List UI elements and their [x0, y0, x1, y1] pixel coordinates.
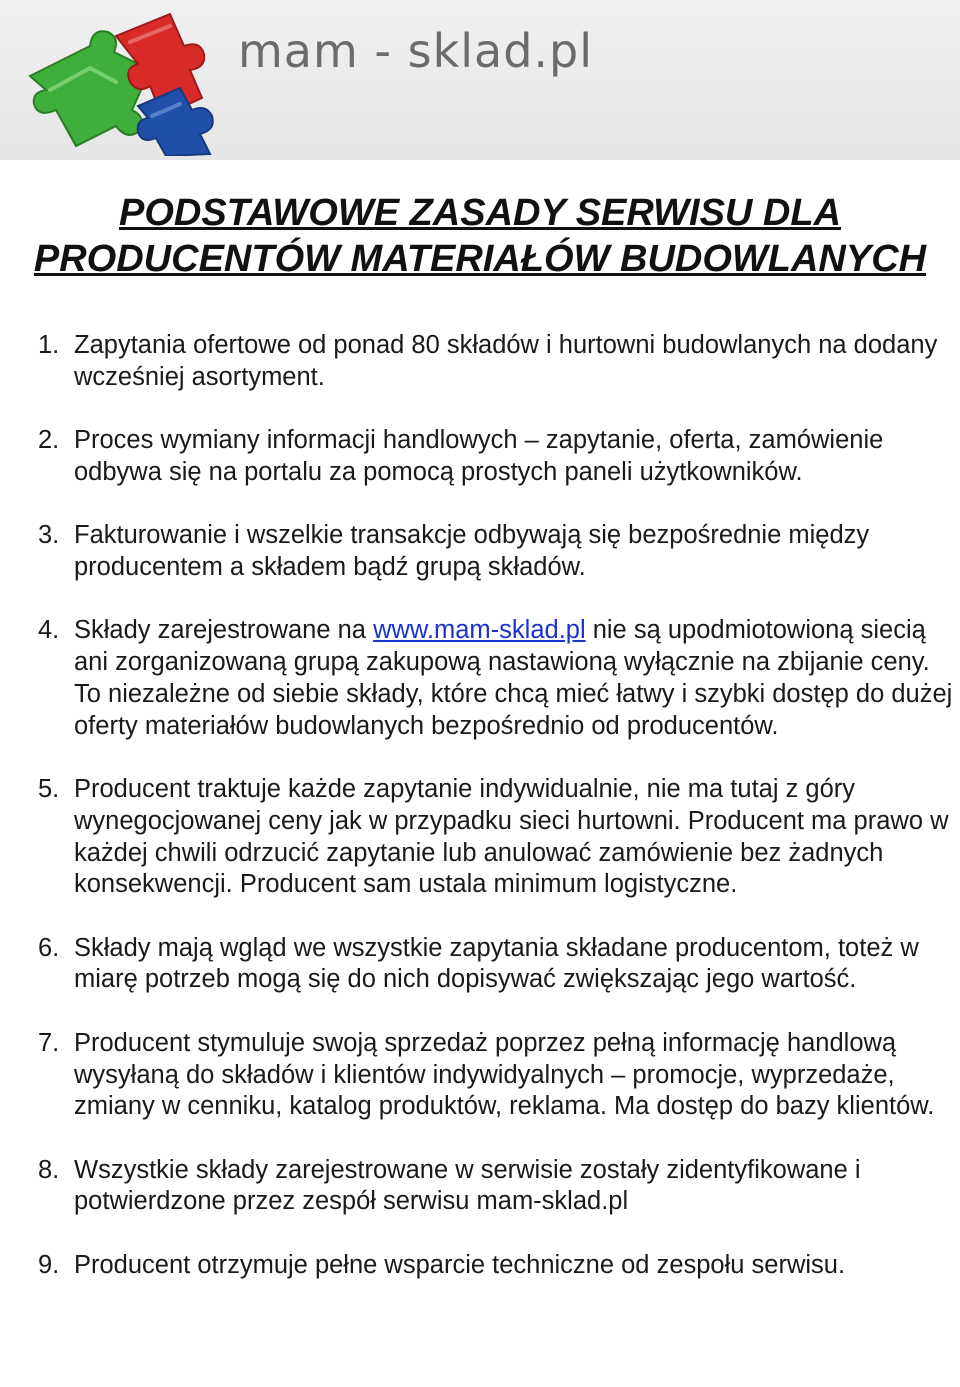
rule-number: 6. — [38, 933, 60, 962]
title-line-2: PRODUCENTÓW MATERIAŁÓW BUDOWLANYCH — [33, 238, 927, 280]
title-line-1: PODSTAWOWE ZASADY SERWISU DLA — [118, 192, 842, 234]
header-banner — [0, 0, 960, 160]
rule-number: 5. — [38, 774, 60, 803]
rule-number: 1. — [38, 331, 60, 359]
rule-item-2 — [0, 425, 960, 489]
rule-text-after-link: nie są upodmiotowioną siecią ani zorganizowaną grupą zakupową nastawioną wyłącznie na zbijanie ceny. To niezależne od siebie składy, które chcą mieć łatwy i szybki dostęp do dużej oferty materiałów budowlanych bezpośrednio od producentów. — [74, 616, 953, 740]
rule-number: 4. — [38, 616, 60, 645]
rules-list — [0, 330, 960, 1313]
rule-item-4 — [0, 615, 960, 742]
rule-number: 9. — [38, 1250, 60, 1279]
puzzle-pieces-logo-icon — [20, 6, 240, 156]
rule-item-3 — [0, 520, 960, 584]
rule-item-5 — [0, 774, 960, 901]
logo-text[interactable]: mam - sklad.pl — [238, 24, 594, 78]
rule-text: Fakturowanie i wszelkie transakcje odbywają się bezpośrednie między producentem a składem bądź grupą składów. — [74, 521, 870, 581]
rule-text: Składy mają wgląd we wszystkie zapytania składane producentom, toteż w miarę potrzeb mogą się do nich dopisywać zwiększając jego wartość. — [74, 933, 919, 994]
rule-text-before-link: Składy zarejestrowane na — [74, 616, 374, 645]
rule-text: Wszystkie składy zarejestrowane w serwisie zostały zidentyfikowane i potwierdzone przez zespół serwisu mam-sklad.pl — [74, 1155, 861, 1216]
rule-item-1 — [0, 330, 960, 394]
page-title — [0, 190, 960, 282]
rule-item-8 — [0, 1155, 960, 1219]
rule-number: 7. — [38, 1028, 60, 1057]
rule-text: Producent otrzymuje pełne wsparcie techniczne od zespołu serwisu. — [74, 1250, 846, 1279]
rule-text: Producent traktuje każde zapytanie indywidualnie, nie ma tutaj z góry wynegocjowanej ceny jak w przypadku sieci hurtowni. Producent ma prawo w każdej chwili odrzucić zapytanie lub anulować zamówienie bez żadnych konsekwencji. Producent sam ustala minimum logistyczne. — [74, 774, 949, 899]
site-link[interactable]: www.mam-sklad.pl — [373, 616, 586, 645]
rule-number: 8. — [38, 1155, 60, 1184]
rule-number: 2. — [38, 426, 60, 455]
rule-text: Zapytania ofertowe od ponad 80 składów i hurtowni budowlanych na dodany wcześniej asortyment. — [74, 331, 938, 391]
rule-item-9 — [0, 1250, 960, 1282]
rule-number: 3. — [38, 521, 60, 550]
rule-item-7 — [0, 1028, 960, 1123]
rule-text: Producent stymuluje swoją sprzedaż poprzez pełną informację handlową wysyłaną do składów i klientów indywidyalnych – promocje, wyprzedaże, zmiany w cenniku, katalog produktów, reklama. Ma dostęp do bazy klientów. — [74, 1028, 935, 1121]
rule-item-6 — [0, 933, 960, 997]
rule-text: Proces wymiany informacji handlowych – zapytanie, oferta, zamówienie odbywa się na portalu za pomocą prostych paneli użytkowników. — [74, 426, 884, 486]
